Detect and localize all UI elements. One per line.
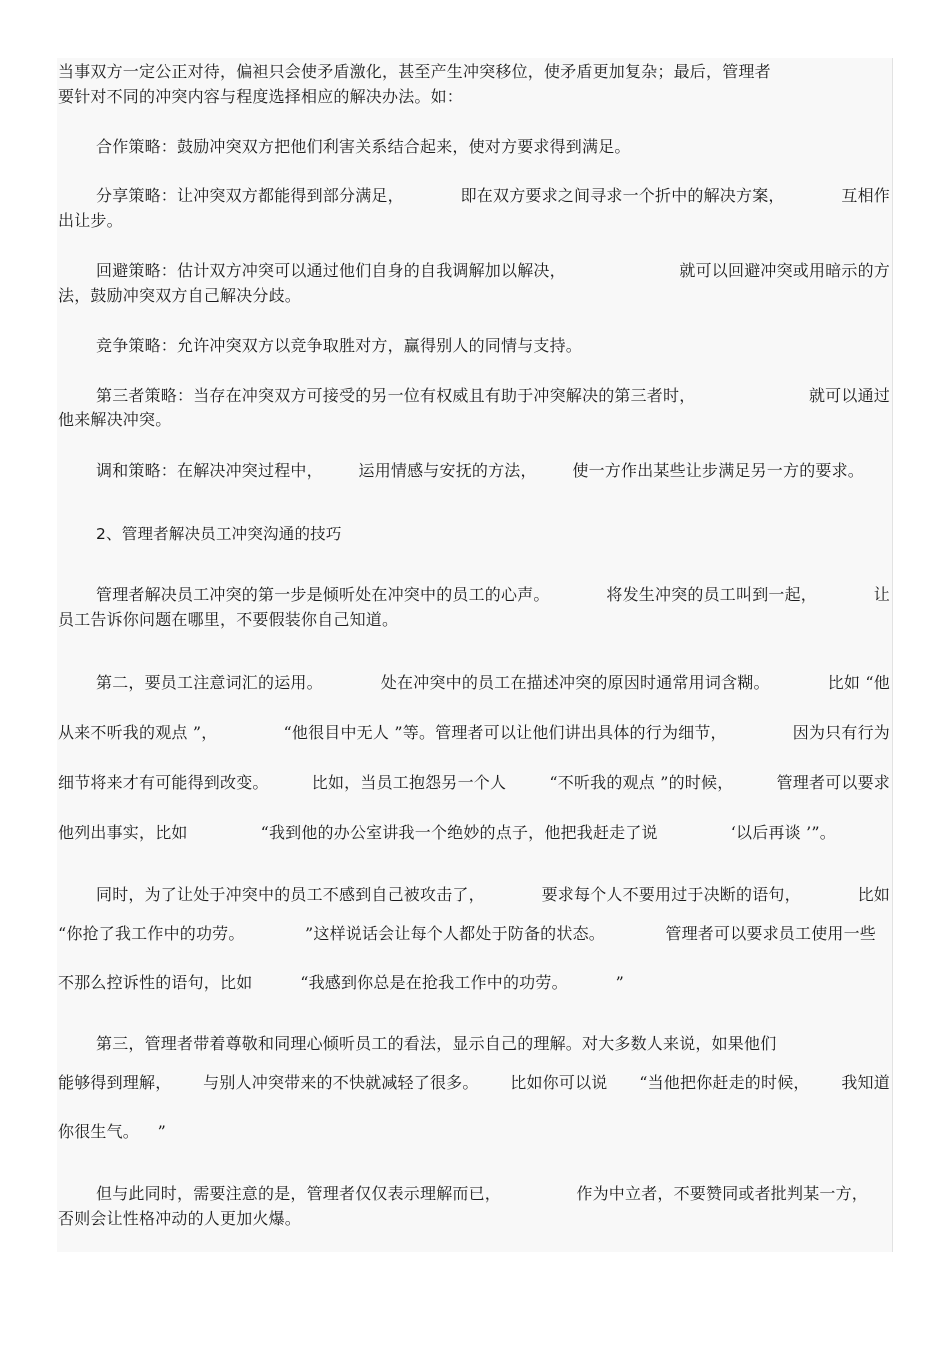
text-segment: 分享策略：让冲突双方都能得到部分满足， — [96, 186, 404, 205]
text-segment: ”这样说话会让每个人都处于防备的状态。 — [305, 924, 605, 943]
text-segment: 比如你可以说 — [510, 1073, 608, 1092]
text-segment: 合作策略：鼓励冲突双方把他们利害关系结合起来，使对方要求得到满足。 — [96, 137, 631, 156]
text-segment: 将发生冲突的员工叫到一起， — [606, 585, 817, 604]
text-segment: 比如 “他 — [827, 673, 890, 692]
text-segment: 你很生气。 — [58, 1122, 140, 1141]
text-segment: 互相作 — [841, 186, 890, 205]
text-line — [96, 885, 890, 905]
text-segment: 要针对不同的冲突内容与程度选择相应的解决办法。如： — [58, 87, 464, 106]
text-line — [96, 585, 890, 605]
text-line — [96, 673, 890, 693]
text-line — [58, 62, 890, 82]
text-line — [58, 211, 890, 231]
text-line — [96, 261, 890, 281]
text-line — [96, 137, 890, 157]
text-segment: 他列出事实，比如 — [58, 823, 188, 842]
text-line — [58, 1122, 166, 1142]
text-line — [96, 336, 890, 356]
text-segment: “当他把你赶走的时候， — [639, 1073, 810, 1092]
text-segment: 即在双方要求之间寻求一个折中的解决方案， — [460, 186, 785, 205]
text-segment: 要求每个人不要用过于决断的语句， — [541, 885, 801, 904]
text-segment: 与别人冲突带来的不快就减轻了很多。 — [203, 1073, 479, 1092]
text-segment: ‘以后再谈 ’”。 — [730, 823, 836, 842]
text-segment: 第二，要员工注意词汇的运用。 — [96, 673, 323, 692]
text-line — [58, 87, 890, 107]
text-line — [58, 410, 890, 430]
text-segment: 但与此同时，需要注意的是，管理者仅仅表示理解而已， — [96, 1184, 502, 1203]
text-segment: 第三者策略：当存在冲突双方可接受的另一位有权威且有助于冲突解决的第三者时， — [96, 386, 696, 405]
text-segment: “他很目中无人 ”等。管理者可以让他们讲出具体的行为细节， — [283, 723, 727, 742]
text-segment: 调和策略：在解决冲突过程中， — [96, 461, 323, 480]
text-segment: 管理者解决员工冲突的第一步是倾听处在冲突中的员工的心声。 — [96, 585, 550, 604]
text-segment: 当事双方一定公正对待，偏袒只会使矛盾激化，甚至产生冲突移位，使矛盾更加复杂；最后，管理者 — [58, 62, 771, 81]
text-line — [96, 386, 890, 406]
text-line — [58, 973, 624, 993]
text-segment: “我到他的办公室讲我一个绝妙的点子，他把我赶走了说 — [260, 823, 658, 842]
text-segment: 出让步。 — [58, 211, 123, 230]
text-line — [96, 186, 890, 206]
text-segment: 使一方作出某些让步满足另一方的要求。 — [572, 461, 864, 480]
text-segment: 比如 — [857, 885, 890, 904]
text-segment: 管理者可以要求 — [776, 773, 890, 792]
text-segment: 不那么控诉性的语句，比如 — [58, 973, 253, 992]
text-segment: 竞争策略：允许冲突双方以竞争取胜对方，赢得别人的同情与支持。 — [96, 336, 583, 355]
text-segment: 法，鼓励冲突双方自己解决分歧。 — [58, 286, 302, 305]
text-segment: 比如，当员工抱怨另一个人 — [311, 773, 507, 792]
text-segment: “你抢了我工作中的功劳。 — [58, 924, 245, 943]
text-segment: 让 — [873, 585, 890, 604]
text-segment: 就可以通过 — [808, 386, 890, 405]
page-edge — [892, 58, 893, 1252]
text-segment: 我知道 — [841, 1073, 890, 1092]
text-segment: 他来解决冲突。 — [58, 410, 172, 429]
text-segment: 同时，为了让处于冲突中的员工不感到自己被攻击了， — [96, 885, 485, 904]
text-segment: ” — [615, 973, 624, 992]
text-segment: 回避策略：估计双方冲突可以通过他们自身的自我调解加以解决， — [96, 261, 566, 280]
text-segment: “我感到你总是在抢我工作中的功劳。 — [300, 973, 568, 992]
text-line — [58, 286, 890, 306]
text-segment: 能够得到理解， — [58, 1073, 172, 1092]
text-segment: 从来不听我的观点 ”， — [58, 723, 218, 742]
text-segment: “不听我的观点 ”的时候， — [549, 773, 734, 792]
section-heading — [96, 524, 890, 544]
text-segment: 否则会让性格冲动的人更加火爆。 — [58, 1209, 302, 1228]
text-line — [96, 461, 864, 481]
text-segment: 管理者可以要求员工使用一些 — [665, 924, 876, 943]
text-line — [58, 773, 890, 793]
text-segment: 处在冲突中的员工在描述冲突的原因时通常用词含糊。 — [380, 673, 770, 692]
text-segment: 因为只有行为 — [792, 723, 890, 742]
text-segment: 作为中立者，不要赞同或者批判某一方， — [576, 1184, 868, 1203]
text-segment: 细节将来才有可能得到改变。 — [58, 773, 269, 792]
text-segment: 运用情感与安抚的方法， — [358, 461, 537, 480]
text-line — [96, 1034, 890, 1054]
text-segment: ” — [157, 1122, 166, 1141]
text-line — [58, 823, 836, 843]
heading-text: 2、管理者解决员工冲突沟通的技巧 — [96, 525, 342, 543]
text-line — [96, 1184, 868, 1204]
text-line — [58, 723, 890, 743]
text-segment: 就可以回避冲突或用暗示的方 — [679, 261, 890, 280]
text-line — [58, 924, 876, 944]
text-line — [58, 1209, 890, 1229]
text-segment: 第三，管理者带着尊敬和同理心倾听员工的看法，显示自己的理解。对大多数人来说，如果他们 — [96, 1034, 777, 1053]
text-line — [58, 1073, 890, 1093]
text-line — [58, 610, 890, 630]
text-segment: 员工告诉你问题在哪里，不要假装你自己知道。 — [58, 610, 399, 629]
